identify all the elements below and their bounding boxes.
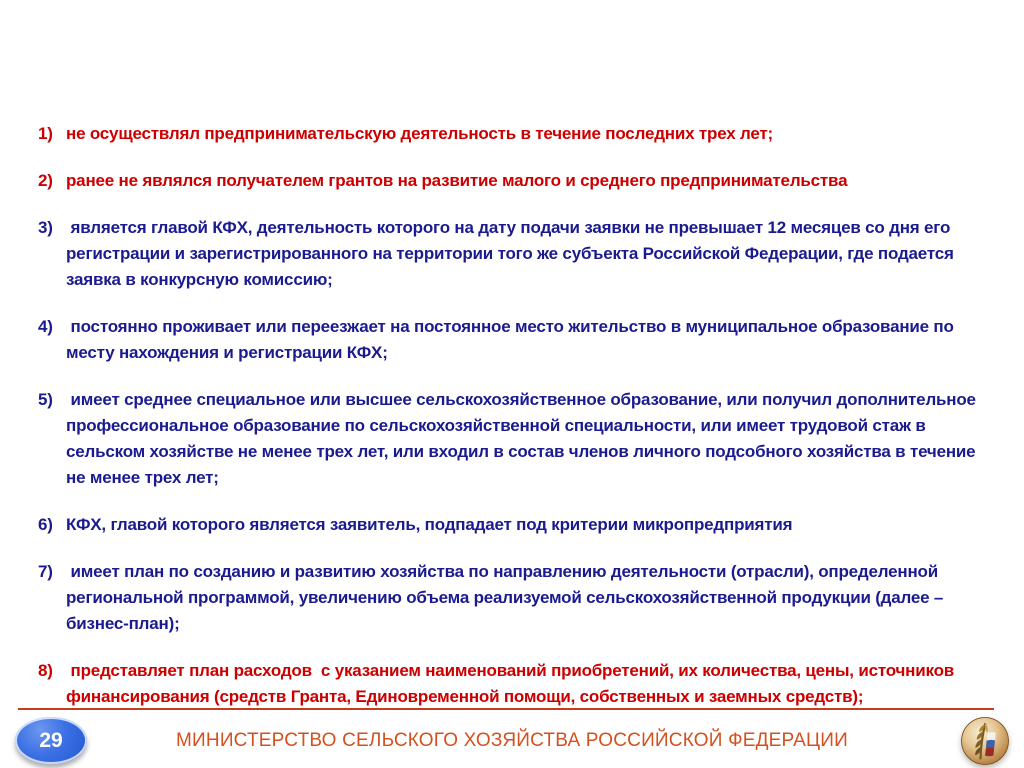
list-item-number: 5) xyxy=(38,390,53,409)
list-item-text: является главой КФХ, деятельность которого на дату подачи заявки не превышает 12 месяцев со дня его регистрации и зарегистрированного на территории того же субъекта Российской Федерации, где подается заявка в конкурсную комиссию; xyxy=(66,218,959,289)
list-item-number: 4) xyxy=(38,317,53,336)
list-item-number: 3) xyxy=(38,218,53,237)
ministry-emblem-icon xyxy=(958,715,1012,767)
criteria-list xyxy=(38,121,994,731)
list-item-text: представляет план расходов с указанием наименований приобретений, их количества, цены, источников финансирования (средств Гранта, Единовременной помощи, собственных и заемных средств); xyxy=(66,661,959,706)
list-item-text: имеет план по созданию и развитию хозяйства по направлению деятельности (отрасли), определенной региональной программой, увеличению объема реализуемой сельскохозяйственной продукции (далее – бизнес-план); xyxy=(66,562,948,633)
list-item xyxy=(38,121,994,147)
list-item-number: 7) xyxy=(38,562,53,581)
list-item xyxy=(38,512,994,538)
list-item xyxy=(38,168,994,194)
list-item xyxy=(38,559,994,637)
page-number-badge xyxy=(15,717,87,764)
list-item xyxy=(38,658,994,710)
list-item-text: КФХ, главой которого является заявитель, подпадает под критерии микропредприятия xyxy=(66,515,793,534)
page-number: 29 xyxy=(39,728,63,752)
list-item-text: постоянно проживает или переезжает на постоянное место жительство в муниципальное образование по месту нахождения и регистрации КФХ; xyxy=(66,317,959,362)
list-item-number: 6) xyxy=(38,515,53,534)
list-item-text: ранее не являлся получателем грантов на развитие малого и среднего предпринимательства xyxy=(66,171,848,190)
list-item-number: 2) xyxy=(38,171,53,190)
list-item xyxy=(38,215,994,293)
list-item xyxy=(38,314,994,366)
list-item xyxy=(38,387,994,491)
footer-title: МИНИСТЕРСТВО СЕЛЬСКОГО ХОЗЯЙСТВА РОССИЙСКОЙ ФЕДЕРАЦИИ xyxy=(176,730,848,751)
list-item-text: имеет среднее специальное или высшее сельскохозяйственное образование, или получил дополнительное профессиональное образование по сельскохозяйственной специальности, или имеет трудовой стаж в сельском хозяйстве не менее трех лет, или входил в состав членов личного подсобного хозяйства в течение не менее трех лет; xyxy=(66,390,981,487)
list-item-number: 1) xyxy=(38,124,53,143)
footer-divider xyxy=(18,708,994,710)
list-item-number: 8) xyxy=(38,661,53,680)
list-item-text: не осуществлял предпринимательскую деятельность в течение последних трех лет; xyxy=(66,124,773,143)
